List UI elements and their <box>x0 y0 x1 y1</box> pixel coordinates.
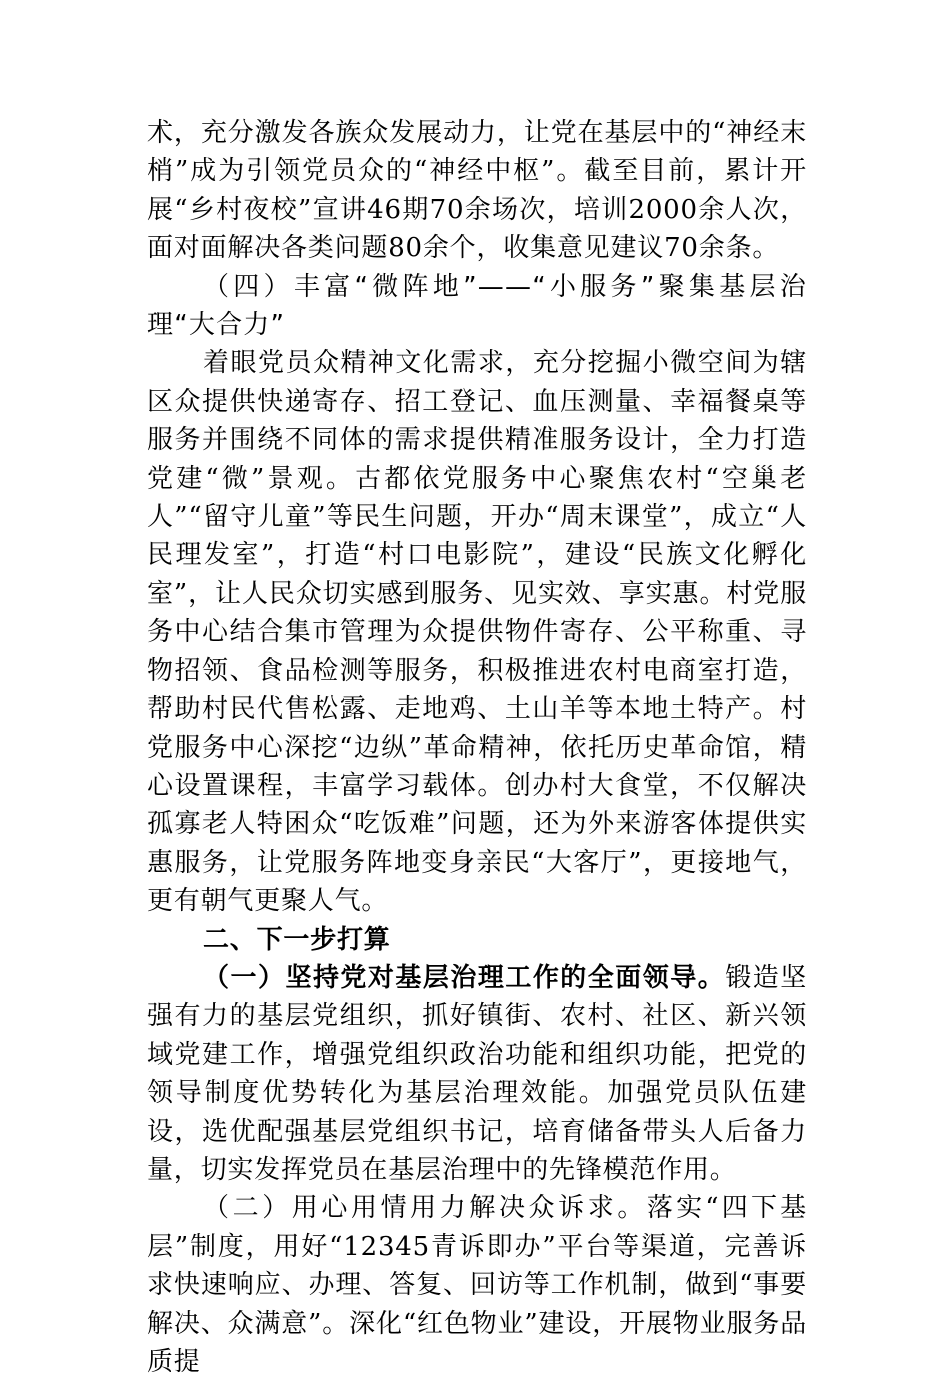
paragraph-lead-two: （二）用心用情用力解决众诉求。 <box>203 1193 647 1224</box>
paragraph-demands <box>147 1189 807 1381</box>
paragraph-leadership <box>147 959 807 1189</box>
section-heading-four: （四）丰富“微阵地”——“小服务”聚集基层治理“大合力” <box>147 271 807 341</box>
paragraph-micro-positions: 着眼党员众精神文化需求，充分挖掘小微空间为辖区众提供快递寄存、招工登记、血压测量、幸福餐桌等服务并围绕不同体的需求提供精准服务设计，全力打造党建“微”景观。古都依党服务中心聚焦农村“空巢老人”“留守儿童”等民生问题，开办“周末课堂”，成立“人民理发室”，打造“村口电影院”，建设“民族文化孵化室”，让人民众切实感到服务、见实效、享实惠。村党服务中心结合集市管理为众提供物件寄存、公平称重、寻物招领、食品检测等服务，积极推进农村电商室打造，帮助村民代售松露、走地鸡、土山羊等本地土特产。村党服务中心深挖“边纵”革命精神，依托历史革命馆，精心设置课程，丰富学习载体。创办村大食堂，不仅解决孤寡老人特困众“吃饭难”问题，还为外来游客体提供实惠服务，让党服务阵地变身亲民“大客厅”，更接地气，更有朝气更聚人气。 <box>147 348 807 917</box>
document-body <box>147 114 807 1381</box>
paragraph-continued: 术，充分激发各族众发展动力，让党在基层中的“神经末梢”成为引领党员众的“神经中枢”。截至目前，累计开展“乡村夜校”宣讲46期70余场次，培训2000余人次，面对面解决各类问题80余个，收集意见建议70余条。 <box>147 118 807 264</box>
paragraph-body-one: 锻造坚强有力的基层党组织，抓好镇街、农村、社区、新兴领域党建工作，增强党组织政治功能和组织功能，把党的领导制度优势转化为基层治理效能。加强党员队伍建设，选优配强基层党组织书记，培育储备带头人后备力量，切实发挥党员在基层治理中的先锋模范作用。 <box>147 962 808 1185</box>
paragraph-lead-one: （一）坚持党对基层治理工作的全面领导。 <box>203 962 726 993</box>
section-heading-next-steps: 二、下一步打算 <box>203 924 391 955</box>
paragraph-body-two: 落实“四下基层”制度，用好“12345青诉即办”平台等渠道，完善诉求快速响应、办理、答复、回访等工作机制，做到“事要解决、众满意”。深化“红色物业”建设，开展物业服务品质提 <box>147 1193 807 1377</box>
